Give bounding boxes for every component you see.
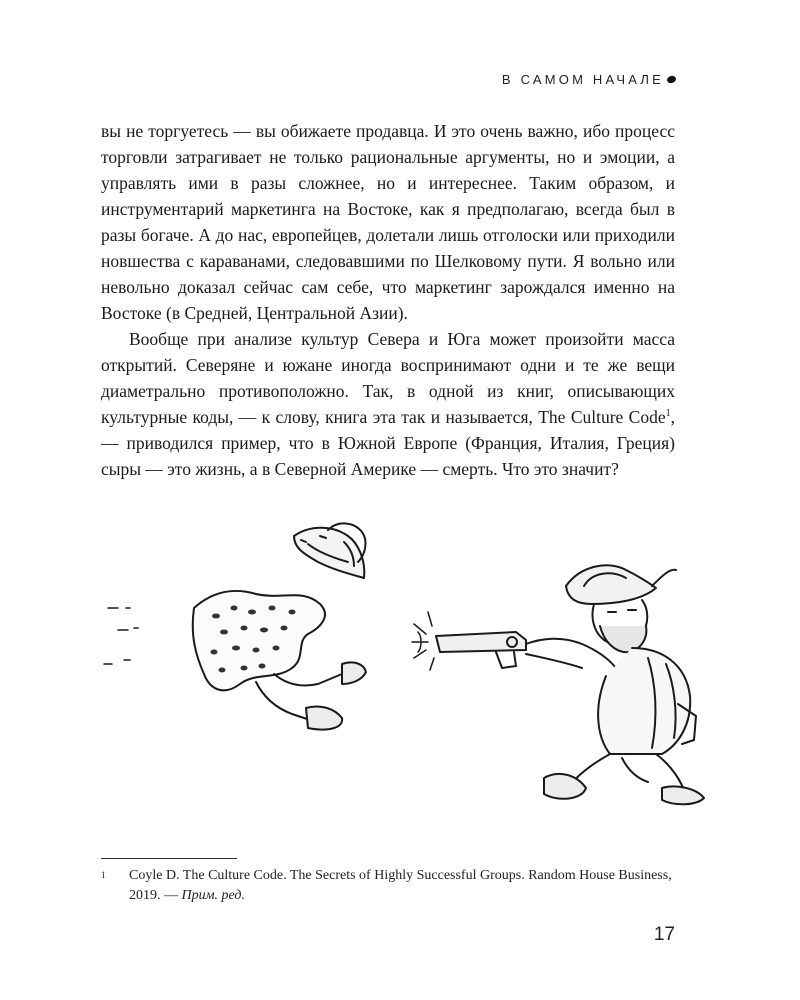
cowboy-drawing [436, 565, 704, 804]
footnote-rule [101, 858, 237, 859]
cartoon-illustration [96, 508, 706, 808]
gunshot-drawing [412, 612, 434, 670]
footnote-text-block [101, 866, 675, 906]
paragraph-2-end: , — приводился пример, что в Южной Европе (Франция, Италия, Греция) сыры — это жизнь, а в Северной Америке — смерть. Что это значит? [101, 407, 675, 479]
paragraph-2-start: Вообще при анализе культур Севера и Юга может произойти масса открытий. Северяне и южане иногда воспринимают одни и те же вещи диаметрально противоположно. Так, в одной из книг, описывающих культурные коды, — к слову, книга эта так и называется, The Culture Code [101, 329, 675, 427]
footnote-number: 1 [101, 870, 106, 880]
flying-hat-drawing [294, 523, 365, 578]
footnote-text: Coyle D. The Culture Code. The Secrets of Highly Successful Groups. Random House Business, 2019. — [129, 868, 672, 903]
footnote [101, 866, 675, 906]
paragraph-1: вы не торгуетесь — вы обижаете продавца. И это очень важно, ибо процесс торговли затрагивает не только рациональные аргументы, но и эмоции, а управлять ими в разы сложнее, но и интереснее. Таким образом, и инструментарий маркетинга на Востоке, как я предполагаю, всегда был в разы богаче. А до нас, европейцев, долетали лишь отголоски или приходили новшества с караванами, следовавшими по Шелковому пути. Я вольно или невольно доказал сейчас сам себе, что маркетинг зарождался именно на Востоке (в Средней, Центральной Азии). [101, 121, 675, 323]
cheese-victim-drawing [104, 591, 366, 730]
running-head-title: В САМОМ НАЧАЛЕ [501, 72, 664, 87]
bullet-icon [666, 74, 677, 84]
footnote-reference[interactable]: 1 [665, 408, 671, 420]
body-text [101, 118, 675, 482]
paragraph-2 [101, 326, 675, 482]
running-head [502, 72, 676, 87]
footnote-editor-note: Прим. ред. [181, 888, 245, 903]
page-number: 17 [653, 924, 675, 945]
